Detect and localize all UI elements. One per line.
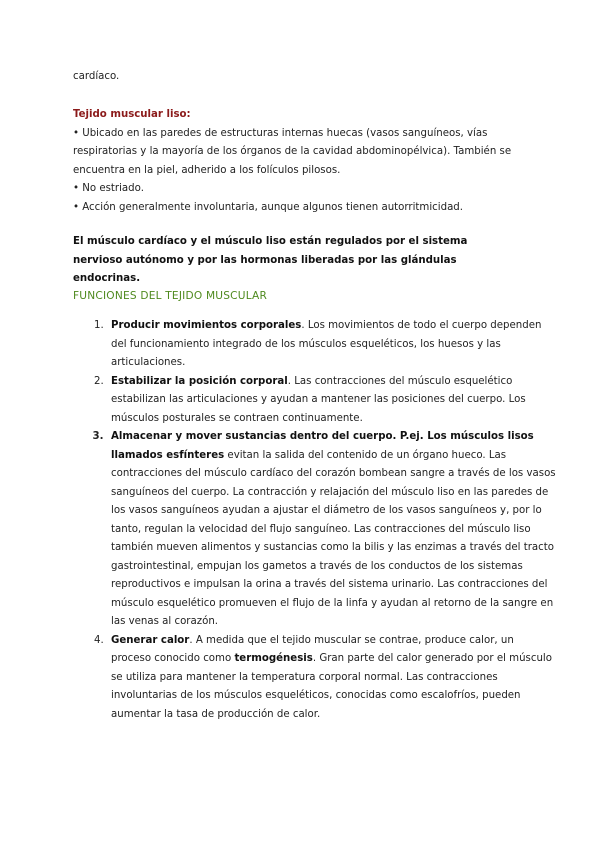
function-title: Generar calor <box>111 634 190 646</box>
smooth-bullet-location: • Ubicado en las paredes de estructuras internas huecas (vasos sanguíneos, vías respiratorias y la mayoría de los órganos de la cavidad abdominopélvica). También se encuentra en la piel, adherido a los folículos pilosos. <box>73 127 512 176</box>
function-title: Estabilizar la posición corporal <box>111 375 288 387</box>
function-text: . Los movimientos de todo el cuerpo dependen del funcionamiento integrado de los músculos esqueléticos, los huesos y las articulaciones. <box>111 320 542 368</box>
function-item-stabilize <box>107 373 557 429</box>
function-title: Almacenar y mover sustancias dentro del cuerpo <box>111 431 393 442</box>
function-item-store-move <box>107 428 557 632</box>
function-item-heat <box>107 632 557 725</box>
intro-tail: cardíaco. <box>73 71 120 82</box>
function-title-sep: . <box>392 431 400 442</box>
functions-heading: FUNCIONES DEL TEJIDO MUSCULAR <box>73 290 268 302</box>
function-title: Producir movimientos corporales <box>111 320 302 331</box>
smooth-bullet-action: • Acción generalmente involuntaria, aunque algunos tienen autorritmicidad. <box>73 201 464 213</box>
function-text: . Las contracciones del músculo esquelético estabilizan las articulaciones y ayudan a mantener las posiciones del cuerpo. Los músculos posturales se contraen continuamente. <box>111 375 526 424</box>
functions-list <box>73 317 557 724</box>
function-term: termogénesis <box>234 653 313 664</box>
function-example: P.ej. Los músculos lisos llamados esfínteres <box>111 431 534 461</box>
smooth-muscle-section <box>73 106 533 217</box>
smooth-bullet-striation: • No estriado. <box>73 183 144 194</box>
function-text: evitan la salida del contenido de un órgano hueco. Las contracciones del músculo cardíaco del corazón bombean sangre a través de los vasos sanguíneos del cuerpo. La contracción y relajación del músculo liso en las paredes de los vasos sanguíneos ayudan a ajustar el diámetro de los vasos sanguíneos y, por lo tanto, regulan la velocidad del flujo sanguíneo. Las contracciones del músculo liso también mueven alimentos y sustancias como la bilis y las enzimas a través del tracto gastrointestinal, empujan los gametos a través de los conductos de los sistemas reproductivos e impulsan la orina a través del sistema urinario. Las contracciones del músculo esquelético promueven el flujo de la linfa y ayudan al retorno de la sangre en las venas al corazón. <box>111 449 556 627</box>
function-text: . Gran parte del calor generado por el músculo se utiliza para mantener la temperatura corporal normal. Las contracciones involuntarias de los músculos esqueléticos, conocidas como escalofríos, pueden aumentar la tasa de producción de calor. <box>111 653 552 720</box>
function-text-before: . A medida que el tejido muscular se contrae, produce calor, un proceso conocido como <box>111 634 514 664</box>
regulation-statement: El músculo cardíaco y el músculo liso están regulados por el sistema nervioso autónomo y por las hormonas liberadas por las glándulas endocrinas. <box>73 236 468 284</box>
smooth-muscle-title: Tejido muscular liso: <box>73 109 191 120</box>
function-item-movement <box>107 317 557 373</box>
